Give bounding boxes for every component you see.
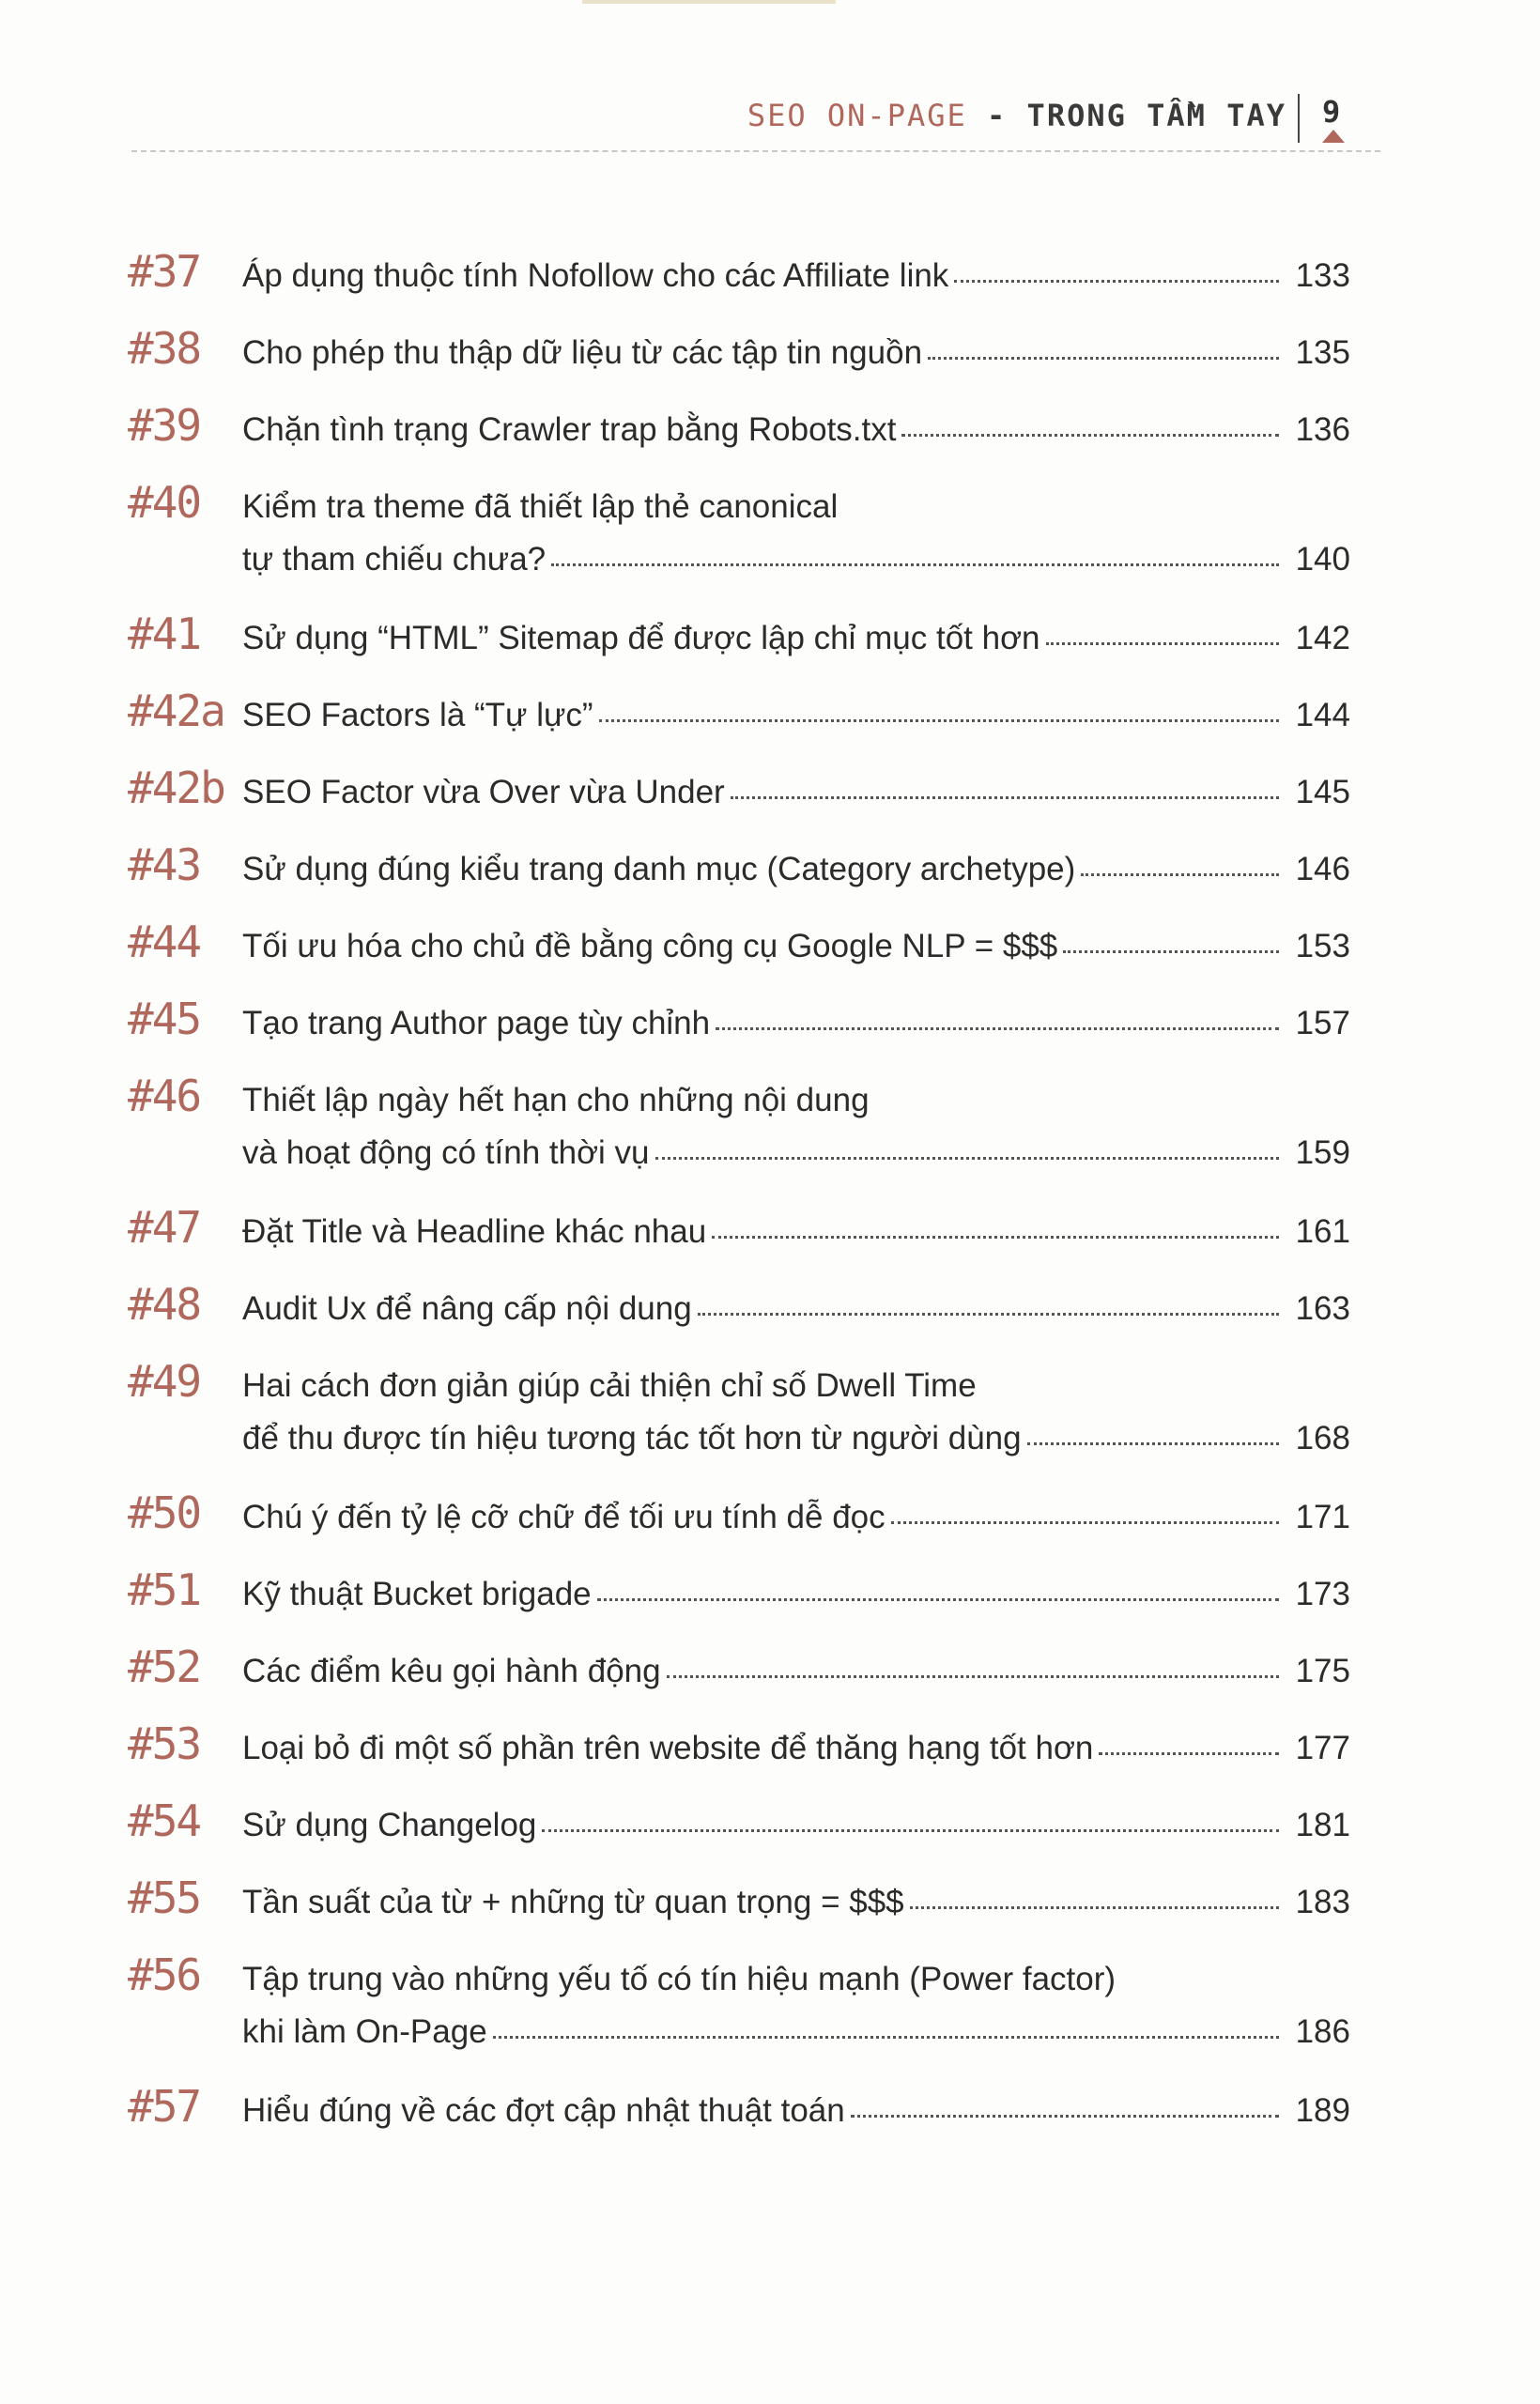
dot-leader <box>1099 1752 1279 1755</box>
entry-line <box>242 1651 1350 1692</box>
entry-title: tự tham chiếu chưa? <box>242 541 547 578</box>
entry-title: Hai cách đơn giản giúp cải thiện chỉ số Dwell Time <box>242 1367 977 1404</box>
entry-title: Loại bỏ đi một số phần trên website để thăng hạng tốt hơn <box>242 1730 1094 1766</box>
entry-title: Áp dụng thuộc tính Nofollow cho các Affiliate link <box>242 257 949 294</box>
entry-line <box>242 1959 1350 2000</box>
entry-title: Kiểm tra theme đã thiết lập thẻ canonical <box>242 488 839 525</box>
dot-leader <box>901 434 1279 437</box>
chapter-number: #52 <box>128 1641 201 1692</box>
entry-line <box>242 2090 1350 2132</box>
chapter-number: #53 <box>128 1718 201 1769</box>
chapter-number: #44 <box>128 917 201 967</box>
entry-title: để thu được tín hiệu tương tác tốt hơn từ người dùng <box>242 1420 1022 1456</box>
entry-line <box>242 332 1350 374</box>
entry-page-number: 145 <box>1295 774 1350 810</box>
dot-leader <box>542 1829 1279 1832</box>
entry-line <box>242 695 1350 736</box>
entry-title: Tập trung vào những yếu tố có tín hiệu mạnh (Power factor) <box>242 1961 1116 1997</box>
entry-page-number: 183 <box>1295 1884 1350 1920</box>
entry-line <box>242 1365 1350 1407</box>
chapter-number: #40 <box>128 477 201 528</box>
entry-line <box>242 926 1350 967</box>
entry-page-number: 135 <box>1295 334 1350 371</box>
dot-leader <box>493 2036 1279 2039</box>
entry-line <box>242 1288 1350 1330</box>
entry-title: Cho phép thu thập dữ liệu từ các tập tin nguồn <box>242 334 923 371</box>
entry-line <box>242 849 1350 890</box>
entry-title: Kỹ thuật Bucket brigade <box>242 1576 592 1612</box>
chapter-number: #57 <box>128 2081 201 2132</box>
dot-leader <box>667 1675 1279 1678</box>
dot-leader <box>599 719 1279 722</box>
entry-page-number: 153 <box>1295 928 1350 964</box>
dot-leader <box>1081 873 1279 876</box>
entry-page-number: 171 <box>1295 1499 1350 1535</box>
book-title: TRONG TẦM TAY <box>1026 98 1286 133</box>
entry-line <box>242 1211 1350 1253</box>
entry-line <box>242 1080 1350 1121</box>
entry-page-number: 175 <box>1295 1653 1350 1689</box>
entry-line <box>242 539 1350 580</box>
entry-title: SEO Factors là “Tự lực” <box>242 697 593 733</box>
dot-leader <box>954 280 1279 283</box>
entry-line <box>242 1574 1350 1615</box>
entry-page-number: 159 <box>1295 1134 1350 1171</box>
entry-page-number: 189 <box>1295 2092 1350 2129</box>
dot-leader <box>655 1157 1279 1160</box>
chapter-number: #47 <box>128 1202 201 1253</box>
entry-line <box>242 1882 1350 1923</box>
dot-leader <box>891 1521 1279 1524</box>
dot-leader <box>698 1313 1279 1316</box>
entry-page-number: 177 <box>1295 1730 1350 1766</box>
chapter-number: #55 <box>128 1872 201 1923</box>
entry-page-number: 157 <box>1295 1005 1350 1041</box>
chapter-number: #38 <box>128 323 201 374</box>
entry-page-number: 161 <box>1295 1213 1350 1250</box>
dot-leader <box>910 1906 1279 1909</box>
entry-title: Sử dụng “HTML” Sitemap để được lập chỉ mục tốt hơn <box>242 620 1040 656</box>
entry-page-number: 186 <box>1295 2013 1350 2050</box>
entry-page-number: 136 <box>1295 411 1350 448</box>
dot-leader <box>712 1236 1279 1239</box>
chapter-number: #54 <box>128 1795 201 1846</box>
dot-leader <box>1063 950 1279 953</box>
entry-title: Các điểm kêu gọi hành động <box>242 1653 661 1689</box>
entry-title: Chú ý đến tỷ lệ cỡ chữ để tối ưu tính dễ đọc <box>242 1499 886 1535</box>
chapter-number: #39 <box>128 400 201 451</box>
chapter-number: #45 <box>128 994 201 1044</box>
chapter-number: #43 <box>128 840 201 890</box>
entry-page-number: 181 <box>1295 1807 1350 1843</box>
header-separator: - <box>966 98 1027 133</box>
page-number: 9 <box>1322 94 1341 130</box>
entry-line <box>242 1728 1350 1769</box>
entry-line <box>242 618 1350 659</box>
entry-page-number: 163 <box>1295 1290 1350 1327</box>
entry-title: Chặn tình trạng Crawler trap bằng Robots.txt <box>242 411 897 448</box>
chapter-number: #46 <box>128 1071 201 1121</box>
dot-leader <box>1046 642 1279 645</box>
entry-title: Tạo trang Author page tùy chỉnh <box>242 1005 711 1041</box>
entry-title: Đặt Title và Headline khác nhau <box>242 1213 707 1250</box>
dot-leader <box>928 357 1279 360</box>
dot-leader <box>1027 1442 1279 1445</box>
entry-page-number: 144 <box>1295 697 1350 733</box>
chapter-number: #37 <box>128 246 201 297</box>
chapter-number: #50 <box>128 1487 201 1538</box>
entry-page-number: 133 <box>1295 257 1350 294</box>
entry-title: Sử dụng đúng kiểu trang danh mục (Category archetype) <box>242 851 1076 887</box>
entry-title: Sử dụng Changelog <box>242 1807 537 1843</box>
entry-title: Hiểu đúng về các đợt cập nhật thuật toán <box>242 2092 845 2129</box>
entry-title: Tần suất của từ + những từ quan trọng = $$$ <box>242 1884 904 1920</box>
entry-line <box>242 1418 1350 1459</box>
chapter-number: #56 <box>128 1949 201 2000</box>
entry-title: và hoạt động có tính thời vụ <box>242 1134 650 1171</box>
entry-page-number: 140 <box>1295 541 1350 578</box>
chapter-number: #48 <box>128 1279 201 1330</box>
entry-title: Thiết lập ngày hết hạn cho những nội dung <box>242 1082 870 1118</box>
chapter-number: #49 <box>128 1356 201 1407</box>
dot-leader <box>551 563 1279 566</box>
entry-page-number: 142 <box>1295 620 1350 656</box>
dot-leader <box>597 1598 1279 1601</box>
chapter-number: #41 <box>128 609 201 659</box>
dot-leader <box>731 796 1279 799</box>
entry-title: Audit Ux để nâng cấp nội dung <box>242 1290 692 1327</box>
chapter-number: #51 <box>128 1564 201 1615</box>
entry-page-number: 168 <box>1295 1420 1350 1456</box>
dot-leader <box>851 2115 1279 2118</box>
entry-page-number: 146 <box>1295 851 1350 887</box>
entry-line <box>242 255 1350 297</box>
entry-line <box>242 486 1350 528</box>
entry-line <box>242 1133 1350 1174</box>
chapter-number: #42b <box>128 763 224 813</box>
entry-line <box>242 409 1350 451</box>
entry-line <box>242 2011 1350 2053</box>
entry-title: SEO Factor vừa Over vừa Under <box>242 774 725 810</box>
entry-line <box>242 1497 1350 1538</box>
entry-title: khi làm On-Page <box>242 2013 487 2050</box>
entry-line <box>242 1003 1350 1044</box>
entry-page-number: 173 <box>1295 1576 1350 1612</box>
chapter-number: #42a <box>128 686 224 736</box>
dot-leader <box>716 1027 1279 1030</box>
entry-line <box>242 772 1350 813</box>
entry-line <box>242 1805 1350 1846</box>
series-name: SEO ON-PAGE <box>747 98 967 133</box>
entry-title: Tối ưu hóa cho chủ đề bằng công cụ Google NLP = $$$ <box>242 928 1058 964</box>
